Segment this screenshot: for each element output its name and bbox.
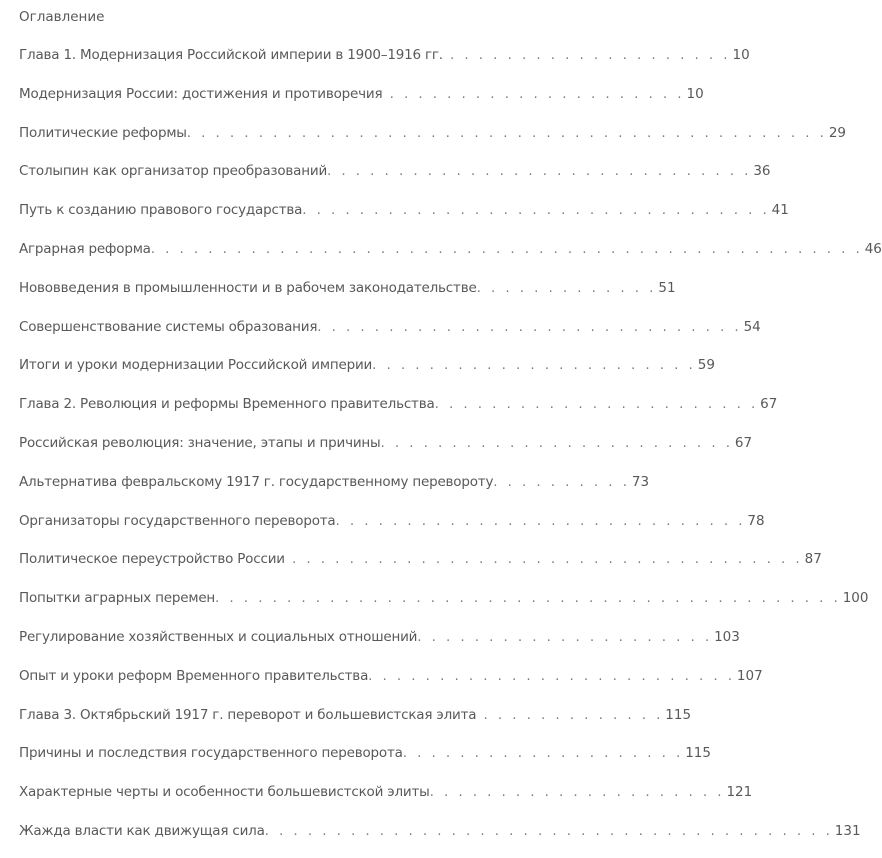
toc-entry[interactable] [19,780,753,819]
toc-page-number: 29 [828,124,846,141]
toc-entry-text: Характерные черты и особенности большевистской элиты [19,784,430,801]
toc-page-number: 100 [842,590,869,607]
toc-entry-text: Попытки аграрных перемен [19,590,216,607]
toc-entry-text: Жажда власти как движущая сила [19,822,265,839]
toc-entry[interactable] [19,741,711,780]
toc-page-number: 115 [665,706,692,723]
toc-dot-leader: . . . . . . . . . . . . . . . . . . . . . . . . . . . . . . . . . . . . . . . . . . . . . . . . . . [150,240,863,257]
toc-entry-text: Глава 2. Революция и реформы Временного правительства [19,396,435,413]
toc-entry[interactable] [19,819,861,858]
toc-dot-leader: . . . . . . . . . . . . . . . . . . . . . . . . . . [368,667,735,684]
toc-dot-leader: . . . . . . . . . . . . . . . . . . . . . . . [434,396,759,413]
toc-page-number: 115 [685,745,711,762]
toc-entry[interactable] [19,82,704,121]
toc-entry[interactable] [19,625,740,664]
toc-entry-text: Совершенствование системы образования [19,318,318,335]
toc-dot-leader: . . . . . . . . . . . . . . . . . . . . . . . . . . . . . [335,512,746,529]
toc-dot-leader: . . . . . . . . . . . . . . . . . . . . . . . [372,357,696,374]
toc-entry[interactable] [19,43,750,82]
toc-entry[interactable] [19,392,778,431]
toc-page-number: 121 [726,784,753,801]
toc-dot-leader: . . . . . . . . . . . . . . . . . . . . . [382,85,685,102]
toc-entry-text: Глава 3. Октябрьский 1917 г. переворот и большевистская элита [19,706,477,723]
toc-page-number: 10 [686,85,704,102]
toc-dot-leader: . . . . . . . . . . . . . . . . . . . . . . . . . . . . . . . . . . . . . . . . [264,822,833,839]
toc-dot-leader: . . . . . . . . . . . . . . . . . . . . . . . . . . . . . . . . . . . . . . . . . . . . [215,590,841,607]
toc-dot-leader: . . . . . . . . . . . . . . . . . . . . . . . . . [380,434,733,451]
toc-entry[interactable] [19,121,846,160]
toc-dot-leader: . . . . . . . . . . . . . . . . . . . . [442,47,731,63]
toc-page-number: 78 [747,512,765,529]
toc-page-number: 54 [743,318,761,335]
toc-entry[interactable] [19,703,692,742]
toc-page-number: 41 [771,202,789,219]
toc-dot-leader: . . . . . . . . . . . . . . . . . . . . . . . . . . . . . . [317,318,742,335]
toc-entry-text: Столыпин как организатор преобразований [19,163,328,180]
toc-entry[interactable] [19,586,869,625]
toc-entry-text: Нововведения в промышленности и в рабочем законодательстве [19,279,477,296]
toc-page-number: 36 [753,163,771,180]
toc-page-number: 46 [864,240,882,257]
toc-page-number: 59 [697,357,715,374]
toc-entry-text: Политическое переустройство России [19,551,285,568]
toc-entry[interactable] [19,509,765,548]
toc-dot-leader: . . . . . . . . . . . . . . . . . . . . . . . . . . . . . . . . . [302,202,770,219]
toc-entry[interactable] [19,664,763,703]
toc-page-number: 67 [734,434,753,451]
toc-dot-leader: . . . . . . . . . . . . . . . . . . . . . . . . . . . . . . . . . . . . [284,551,803,568]
toc-title: Оглавление [19,9,105,25]
toc-page-number: 51 [658,279,676,296]
toc-entry[interactable] [19,547,822,586]
toc-page-number: 107 [736,667,763,684]
toc-entry[interactable] [19,276,676,315]
toc-dot-leader: . . . . . . . . . . . . . . . . . . . . . [417,628,713,645]
toc-entry-text: Регулирование хозяйственных и социальных отношений [19,628,418,645]
toc-entry[interactable] [19,159,771,198]
toc-page-number: 103 [714,628,740,645]
toc-entry-text: Причины и последствия государственного переворота [19,745,403,762]
toc-entry-text: Итоги и уроки модернизации Российской империи [19,357,373,374]
toc-dot-leader: . . . . . . . . . . . . . [476,706,664,723]
toc-list [19,43,882,858]
toc-entry-text: Альтернатива февральскому 1917 г. государственному перевороту [19,473,494,490]
toc-entry-text: Российская революция: значение, этапы и причины [19,434,381,451]
toc-entry-text: Опыт и уроки реформ Временного правительства [19,667,369,684]
toc-page-number: 131 [834,822,861,839]
toc-entry-text: Модернизация России: достижения и противоречия [19,85,383,102]
toc-dot-leader: . . . . . . . . . . . . . . . . . . . . . [429,784,725,801]
toc-dot-leader: . . . . . . . . . . . . . . . . . . . . . . . . . . . . . . [327,163,752,180]
toc-dot-leader: . . . . . . . . . . [493,473,630,490]
toc-entry-text: Аграрная реформа [19,240,151,257]
toc-entry-text: Глава 1. Модернизация Российской империи в 1900–1916 гг. [19,47,443,63]
toc-page-number: 10 [732,47,750,63]
toc-dot-leader: . . . . . . . . . . . . . . . . . . . . [402,745,684,762]
toc-page-number: 67 [760,396,778,413]
toc-dot-leader: . . . . . . . . . . . . . . . . . . . . . . . . . . . . . . . . . . . . . . . . . . . . . [186,124,827,141]
toc-entry[interactable] [19,237,882,276]
toc-dot-leader: . . . . . . . . . . . . . [476,279,657,296]
toc-entry-text: Путь к созданию правового государства [19,202,303,219]
toc-entry-text: Политические реформы [19,124,187,141]
toc-entry[interactable] [19,353,715,392]
toc-entry[interactable] [19,431,753,470]
toc-entry[interactable] [19,315,761,354]
toc-page-number: 73 [631,473,650,490]
toc-entry[interactable] [19,198,789,237]
toc-entry-text: Организаторы государственного переворота [19,512,336,529]
toc-entry[interactable] [19,470,650,509]
toc-page-number: 87 [804,551,822,568]
